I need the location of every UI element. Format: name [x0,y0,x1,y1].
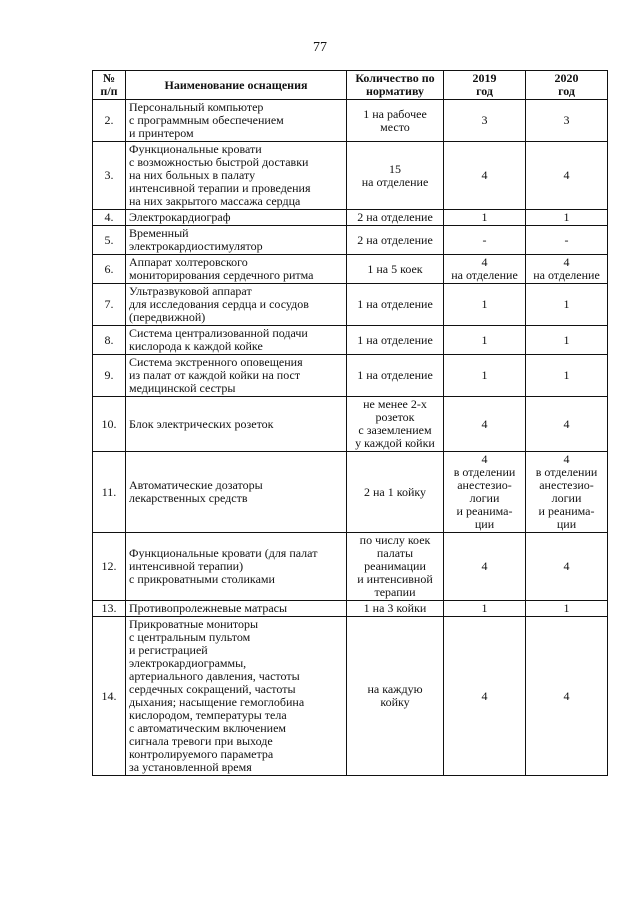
row-value-2019: 4 [444,533,526,601]
row-value-2020: 1 [526,326,608,355]
table-row [93,601,608,617]
row-equipment-name: Противопролежневые матрасы [126,601,347,617]
row-number: 13. [93,601,126,617]
row-number: 7. [93,284,126,326]
header-number: № п/п [93,71,126,100]
row-number: 6. [93,255,126,284]
row-number: 3. [93,142,126,210]
row-norm-quantity: 2 на отделение [347,226,444,255]
table-row [93,284,608,326]
row-equipment-name: Персональный компьютер с программным обеспечением и принтером [126,100,347,142]
row-norm-quantity: 2 на 1 койку [347,452,444,533]
table-row [93,533,608,601]
row-equipment-name: Автоматические дозаторы лекарственных средств [126,452,347,533]
row-norm-quantity: не менее 2-х розеток с заземлением у каждой койки [347,397,444,452]
row-number: 9. [93,355,126,397]
row-value-2019: 4 на отделение [444,255,526,284]
header-name: Наименование оснащения [126,71,347,100]
row-value-2019: - [444,226,526,255]
row-number: 12. [93,533,126,601]
table-row [93,226,608,255]
table-row [93,452,608,533]
row-number: 11. [93,452,126,533]
row-number: 2. [93,100,126,142]
row-value-2019: 1 [444,210,526,226]
row-norm-quantity: 1 на рабочее место [347,100,444,142]
row-norm-quantity: по числу коек палаты реанимации и интенсивной терапии [347,533,444,601]
row-norm-quantity: 2 на отделение [347,210,444,226]
row-value-2020: 1 [526,284,608,326]
header-2019: 2019 год [444,71,526,100]
row-equipment-name: Функциональные кровати с возможностью быстрой доставки на них больных в палату интенсивной терапии и проведения на них закрытого массажа сердца [126,142,347,210]
row-equipment-name: Система централизованной подачи кислорода к каждой койке [126,326,347,355]
row-value-2019: 1 [444,355,526,397]
table-row [93,255,608,284]
row-norm-quantity: 1 на отделение [347,284,444,326]
row-equipment-name: Блок электрических розеток [126,397,347,452]
row-equipment-name: Ультразвуковой аппарат для исследования сердца и сосудов (передвижной) [126,284,347,326]
row-value-2020: 4 [526,142,608,210]
row-value-2019: 1 [444,326,526,355]
table-row [93,326,608,355]
row-norm-quantity: 1 на отделение [347,326,444,355]
row-value-2019: 4 в отделении анестезио- логии и реанима- ции [444,452,526,533]
row-equipment-name: Система экстренного оповещения из палат от каждой койки на пост медицинской сестры [126,355,347,397]
row-value-2020: 4 в отделении анестезио- логии и реанима- ции [526,452,608,533]
row-norm-quantity: 1 на 5 коек [347,255,444,284]
table-row [93,397,608,452]
table-row [93,142,608,210]
page-number: 77 [313,40,327,55]
row-value-2019: 3 [444,100,526,142]
row-number: 4. [93,210,126,226]
row-norm-quantity: 15 на отделение [347,142,444,210]
row-value-2019: 1 [444,601,526,617]
row-equipment-name: Функциональные кровати (для палат интенсивной терапии) с прикроватными столиками [126,533,347,601]
row-equipment-name: Электрокардиограф [126,210,347,226]
header-norm: Количество по нормативу [347,71,444,100]
row-number: 14. [93,617,126,776]
row-value-2020: 4 на отделение [526,255,608,284]
row-value-2020: 4 [526,533,608,601]
row-value-2019: 4 [444,397,526,452]
table-row [93,617,608,776]
header-2020: 2020 год [526,71,608,100]
table-header-row [93,71,608,100]
row-value-2020: 1 [526,210,608,226]
row-value-2019: 4 [444,617,526,776]
row-equipment-name: Прикроватные мониторы с центральным пультом и регистрацией электрокардиограммы, артериального давления, частоты сердечных сокращений, частоты дыхания; насыщение гемоглобина кислородом, температуры тела с автоматическим включением сигнала тревоги при выходе контролируемого параметра за установленной время [126,617,347,776]
equipment-table [92,70,608,776]
row-value-2020: 1 [526,601,608,617]
table-row [93,100,608,142]
row-norm-quantity: на каждую койку [347,617,444,776]
row-value-2020: 4 [526,397,608,452]
row-norm-quantity: 1 на отделение [347,355,444,397]
row-equipment-name: Временный электрокардиостимулятор [126,226,347,255]
row-equipment-name: Аппарат холтеровского мониторирования сердечного ритма [126,255,347,284]
row-number: 8. [93,326,126,355]
row-value-2020: 4 [526,617,608,776]
row-number: 10. [93,397,126,452]
row-value-2020: 1 [526,355,608,397]
row-value-2019: 1 [444,284,526,326]
row-value-2020: - [526,226,608,255]
row-norm-quantity: 1 на 3 койки [347,601,444,617]
row-value-2019: 4 [444,142,526,210]
row-value-2020: 3 [526,100,608,142]
table-row [93,210,608,226]
row-number: 5. [93,226,126,255]
table-row [93,355,608,397]
